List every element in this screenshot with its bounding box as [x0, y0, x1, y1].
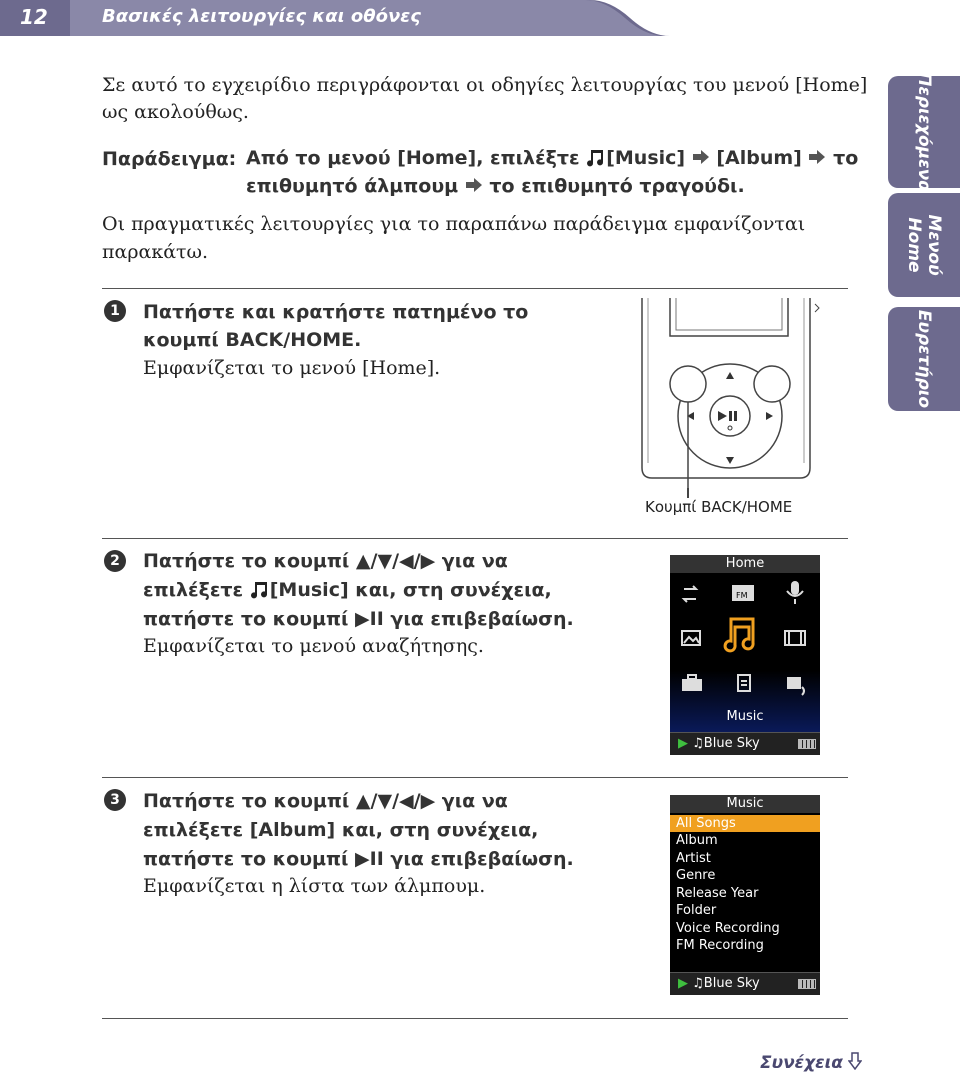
intro-line-1: Σε αυτό το εγχειρίδιο περιγράφονται οι οδηγίες λειτουργίας του μενού [Home] — [102, 74, 868, 96]
music-screen-title: Music — [670, 795, 820, 813]
menu-item-album[interactable]: Album — [676, 833, 718, 848]
divider — [102, 1018, 848, 1019]
page-number-box — [0, 0, 70, 36]
fm-icon — [732, 585, 754, 601]
battery-icon — [798, 739, 816, 749]
device-caption: Κουμπί BACK/HOME — [645, 498, 793, 516]
home-icon-grid — [670, 575, 820, 715]
arrow-down-icon — [848, 1052, 862, 1070]
menu-item-fm-recording[interactable]: FM Recording — [676, 938, 764, 953]
example-line-1 — [246, 147, 858, 169]
continue-label: Συνέχεια — [760, 1053, 843, 1073]
home-screen — [670, 555, 820, 755]
step-text: πατήστε το κουμπί ▶II για επιβεβαίωση. — [143, 608, 574, 630]
example-text: το επιθυμητό τραγούδι. — [489, 175, 745, 197]
note-line-2: παρακάτω. — [102, 241, 209, 263]
photo-icon — [682, 631, 700, 645]
divider — [102, 777, 848, 778]
example-label: Παράδειγμα: — [102, 148, 237, 170]
step-text: κουμπί BACK/HOME. — [143, 329, 362, 351]
music-note-icon — [586, 147, 606, 167]
step-text: επιλέξετε — [143, 579, 244, 601]
podcast-icon — [787, 677, 804, 695]
step-1-result: Εμφανίζεται το μενού [Home]. — [143, 357, 441, 379]
tab-contents[interactable] — [888, 72, 960, 192]
menu-item-artist[interactable]: Artist — [676, 851, 711, 866]
document-icon — [738, 675, 750, 691]
section-title: Βασικές λειτουργίες και οθόνες — [102, 6, 421, 27]
step-text: επιλέξετε [Album] και, στη συνέχεια, — [143, 819, 539, 841]
continue-link[interactable] — [760, 1052, 862, 1073]
step-2-instruction — [143, 547, 574, 634]
example-music: [Music] — [606, 147, 686, 169]
tab-home-menu[interactable] — [888, 193, 960, 297]
music-note-small-icon: ♫ — [692, 736, 704, 751]
play-indicator-icon: ▶ — [678, 976, 688, 991]
svg-text:FM: FM — [736, 591, 748, 600]
note-line-1: Οι πραγματικές λειτουργίες για το παραπάνω παράδειγμα εμφανίζονται — [102, 213, 806, 235]
example-text: το — [833, 147, 859, 169]
home-screen-title: Home — [670, 555, 820, 573]
menu-item-folder[interactable]: Folder — [676, 903, 717, 918]
page-header — [0, 0, 960, 36]
caption-leader — [687, 488, 689, 498]
arrow-right-icon — [465, 177, 483, 193]
arrow-right-icon — [808, 149, 826, 165]
tab-contents-label: Περιεχόμενα — [914, 72, 934, 192]
menu-item-genre[interactable]: Genre — [676, 868, 716, 883]
music-screen — [670, 795, 820, 995]
home-selected-label: Music — [726, 709, 764, 724]
toolbox-icon — [682, 675, 702, 691]
battery-icon — [798, 979, 816, 989]
step-text — [143, 576, 574, 605]
step-text: πατήστε το κουμπί ▶II για επιβεβαίωση. — [143, 848, 574, 870]
step-3-result: Εμφανίζεται η λίστα των άλμπουμ. — [143, 875, 486, 897]
step-1-instruction — [143, 298, 528, 354]
now-playing — [678, 976, 760, 991]
video-icon — [785, 631, 805, 645]
tab-index-label: Ευρετήριο — [914, 309, 934, 409]
now-playing-title: Blue Sky — [703, 976, 760, 991]
step-text: Πατήστε και κρατήστε πατημένο το — [143, 301, 529, 323]
now-playing-title: Blue Sky — [703, 736, 760, 751]
music-status-bar — [670, 972, 820, 995]
step-number: 3 — [104, 789, 126, 811]
tab-index[interactable] — [888, 307, 960, 411]
step-2-result: Εμφανίζεται το μενού αναζήτησης. — [143, 635, 484, 657]
step-number: 1 — [104, 300, 126, 322]
divider — [102, 288, 848, 289]
menu-item-release-year[interactable]: Release Year — [676, 886, 759, 901]
example-line-2 — [246, 175, 745, 197]
music-note-icon — [250, 579, 270, 599]
example-album: [Album] — [716, 147, 802, 169]
music-note-small-icon: ♫ — [692, 976, 704, 991]
example-text: επιθυμητό άλμπουμ — [246, 175, 459, 197]
home-status-bar — [670, 732, 820, 755]
menu-item-voice-recording[interactable]: Voice Recording — [676, 921, 780, 936]
step-number: 2 — [104, 550, 126, 572]
arrow-right-icon — [692, 149, 710, 165]
step-3-instruction — [143, 787, 574, 874]
intro-line-2: ως ακολούθως. — [102, 101, 249, 123]
shuffle-icon — [684, 586, 696, 602]
page-number: 12 — [20, 5, 48, 29]
music-icon — [725, 619, 753, 651]
step-text: Πατήστε το κουμπί ▲/▼/◀/▶ για να — [143, 550, 508, 572]
divider — [102, 538, 848, 539]
menu-item-all-songs[interactable]: All Songs — [676, 816, 736, 831]
now-playing — [678, 736, 760, 751]
step-text: Πατήστε το κουμπί ▲/▼/◀/▶ για να — [143, 790, 508, 812]
play-indicator-icon: ▶ — [678, 736, 688, 751]
mic-icon — [787, 581, 803, 604]
player-device-illustration — [630, 298, 830, 493]
step-text: [Music] και, στη συνέχεια, — [269, 579, 552, 601]
tab-home-menu-label: Μενού Home — [904, 214, 944, 276]
example-text: Από το μενού [Home], επιλέξτε — [246, 147, 580, 169]
